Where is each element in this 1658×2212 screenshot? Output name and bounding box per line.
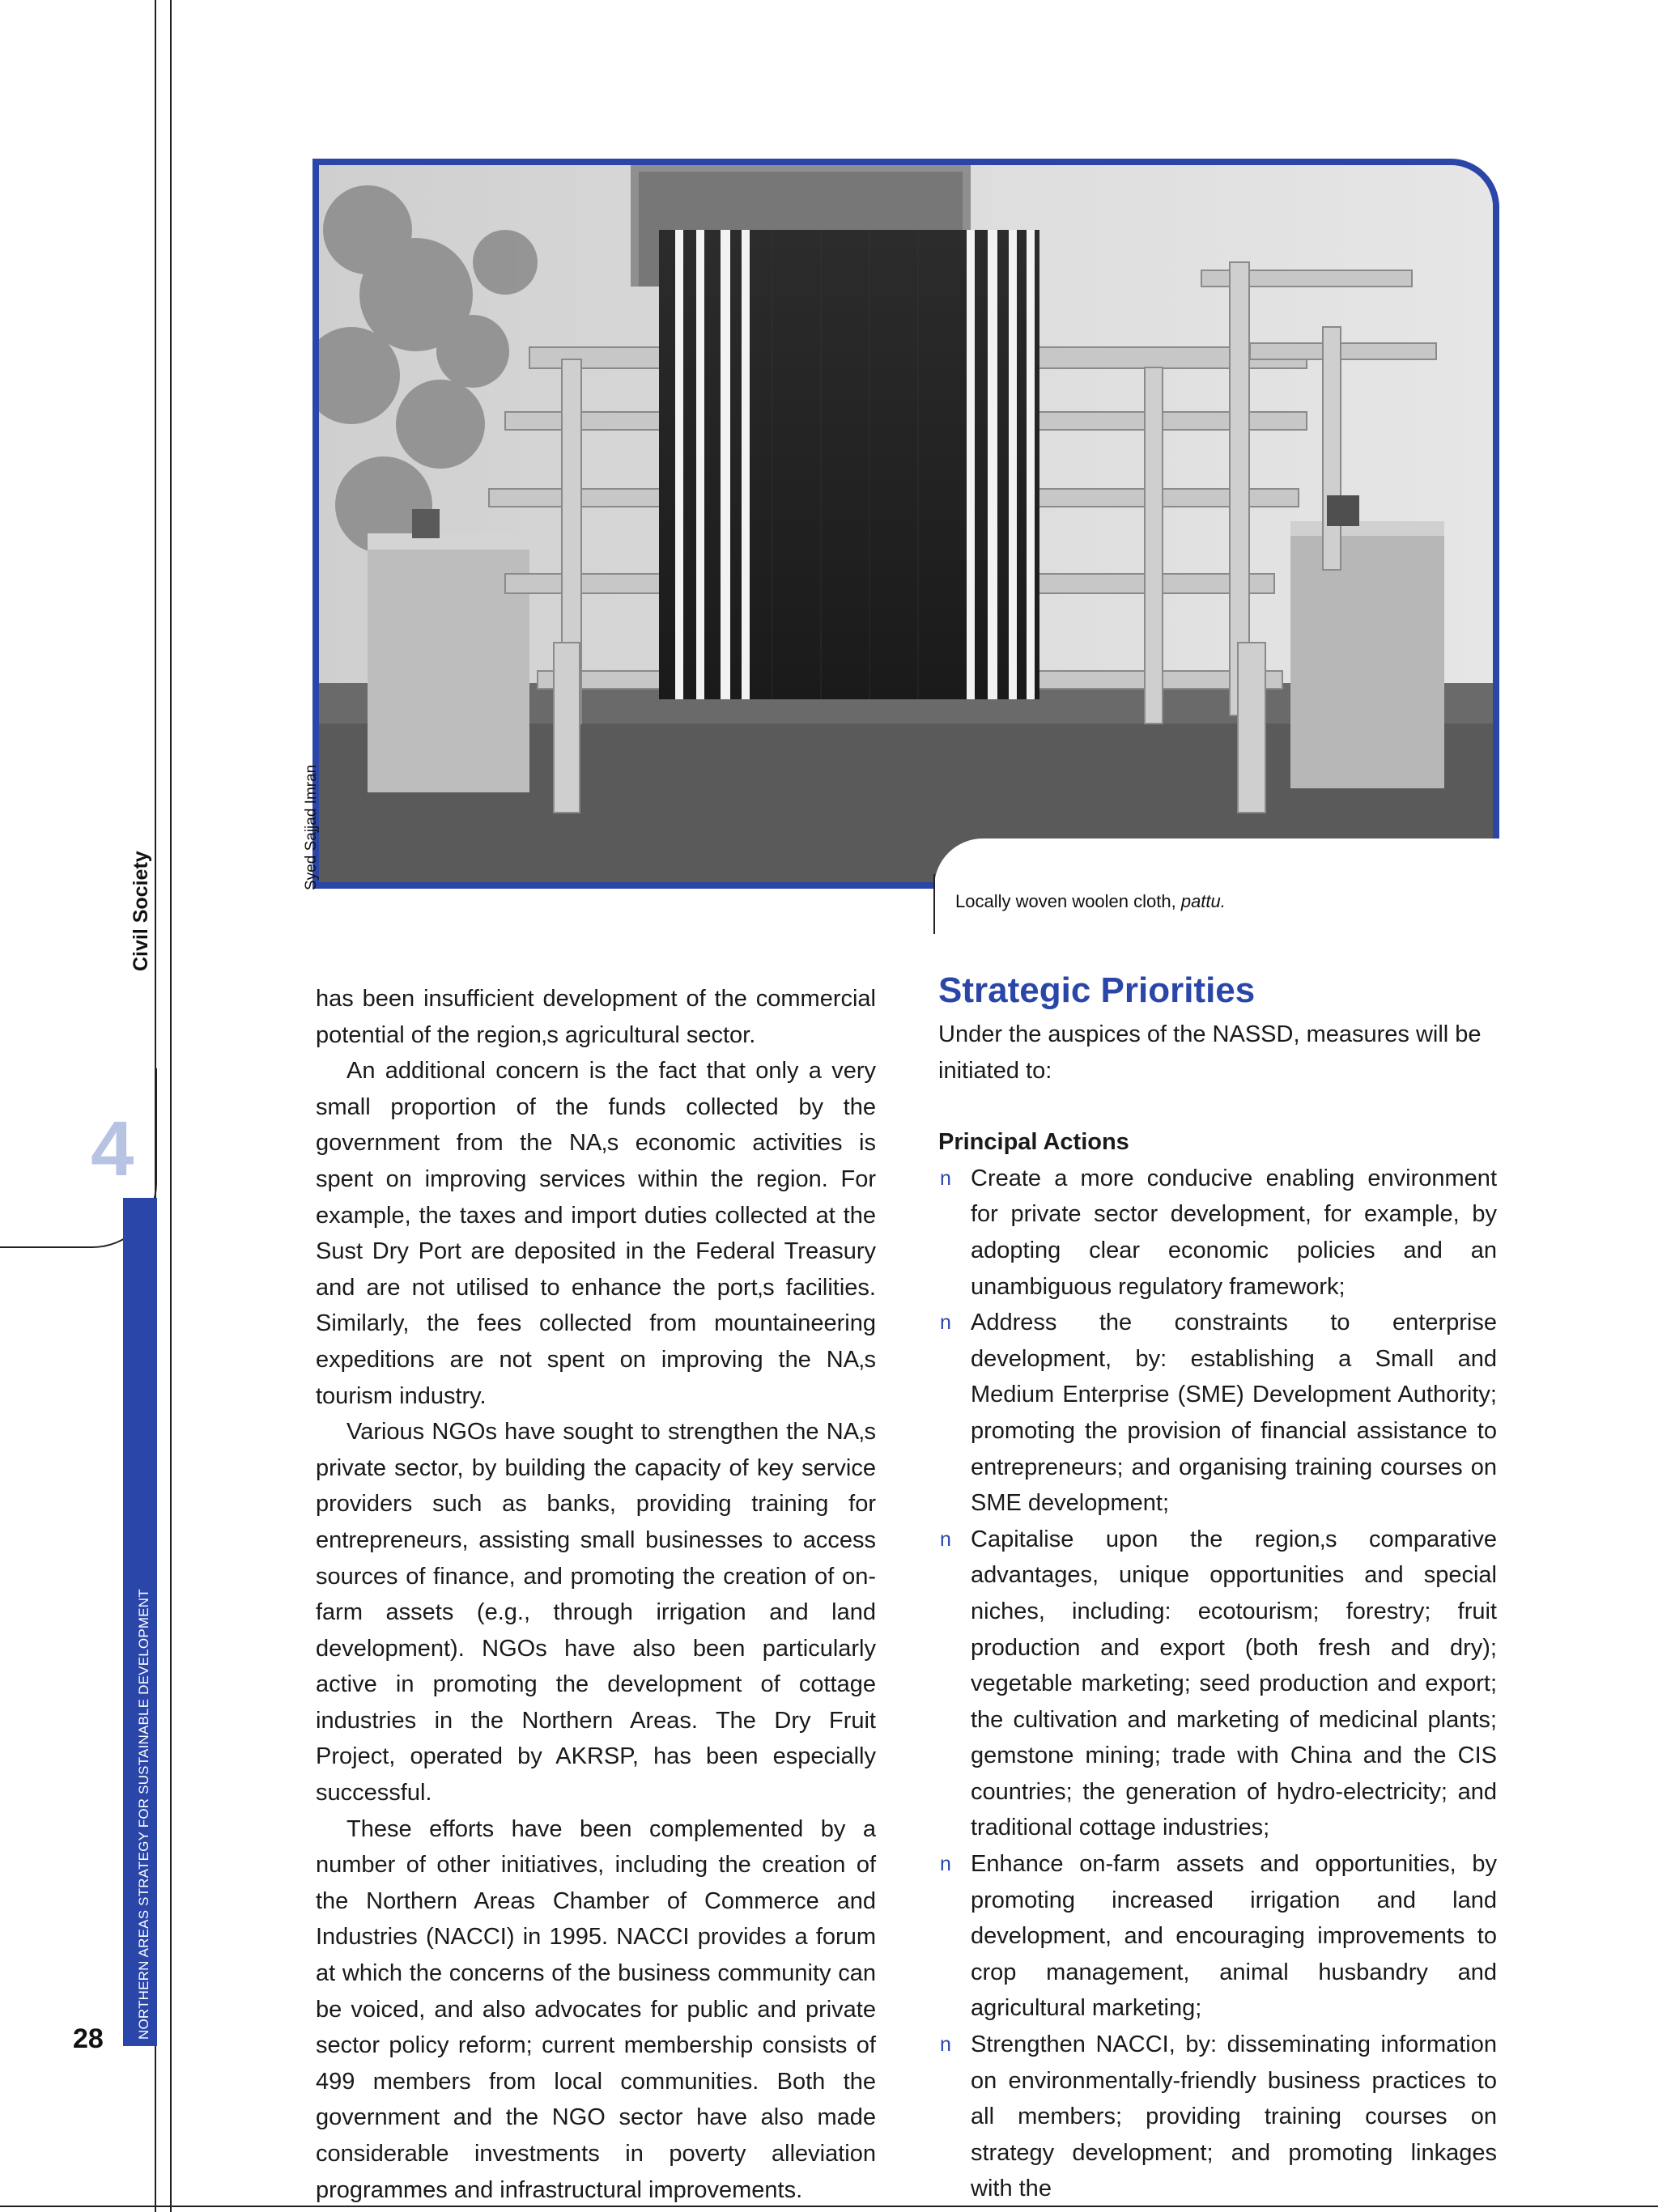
chapter-number: 4: [91, 1106, 134, 1192]
bullet-icon: n: [940, 1166, 951, 1190]
publication-title: NORTHERN AREAS STRATEGY FOR SUSTAINABLE DEVELOPMENT: [136, 1589, 151, 2040]
action-text: Address the constraints to enterprise development, by: establishing a Small and Medium Enterprise (SME) Development Authority; promoting the provision of financial assistance to entrepreneurs; and organising training courses on SME development;: [971, 1310, 1497, 1517]
list-item: [938, 2027, 1497, 2207]
photo-credit: Syed Sajjad Imran: [303, 764, 320, 890]
action-text: Strengthen NACCI, by: disseminating information on environmentally-friendly business practices to all members; providing training courses on strategy development; and promoting linkages with the: [971, 2032, 1497, 2202]
list-item: [938, 1846, 1497, 2027]
photo-frame: [312, 159, 1499, 889]
page-number: 28: [73, 2023, 104, 2054]
section-heading: Strategic Priorities: [938, 970, 1256, 1010]
paragraph: These efforts have been complemented by a number of other initiatives, including the creation of the Northern Areas Chamber of Commerce and Industries (NACCI) in 1995. NACCI provides a forum at which the concerns of the business community can be voiced, and also advocates for public and private sector policy reform; current membership consists of 499 members from local communities. Both the government and the NGO sector have also made considerable investments in poverty alleviation programmes and infrastructural improvements.: [316, 1815, 876, 2203]
margin-rule-right: [170, 0, 172, 2212]
action-list: [938, 1161, 1497, 2207]
subheading: Principal Actions: [938, 1129, 1129, 1156]
intro-paragraph: Under the auspices of the NASSD, measures will be initiated to:: [938, 1021, 1482, 1084]
bullet-icon: n: [940, 1527, 951, 1551]
chapter-label: Civil Society: [130, 851, 152, 971]
action-text: Enhance on-farm assets and opportunities, by promoting increased irrigation and land development, and encouraging improvements to crop management, animal husbandry and agricultural marketing;: [971, 1851, 1497, 2022]
caption-tab: [934, 839, 1499, 934]
list-item: [938, 1161, 1497, 1305]
paragraph: Various NGOs have sought to strengthen the NA‚s private sector, by building the capacity of key service providers such as banks, providing training for entrepreneurs, assisting small businesses to access sources of finance, and promoting the creation of on-farm assets (e.g., through irrigation and land development). NGOs have also been particularly active in promoting the development of cottage industries in the Northern Areas. The Dry Fruit Project, operated by AKRSP, has been especially successful.: [316, 1419, 876, 1807]
caption-italic: pattu.: [1180, 891, 1226, 911]
bullet-icon: n: [940, 1853, 951, 1876]
bullet-icon: n: [940, 1311, 951, 1335]
loom-photo: [319, 165, 1493, 882]
caption-text: Locally woven woolen cloth,: [955, 891, 1181, 911]
right-column: [938, 968, 1497, 2207]
list-item: [938, 1522, 1497, 1846]
caption-rule: [933, 874, 935, 934]
action-text: Capitalise upon the region‚s comparative advantages, unique opportunities and special niches, including: ecotourism; forestry; fruit production and export (both fresh and dry); vegetable marketing; seed production and export; the cultivation and marketing of medicinal plants; gemstone mining; trade with China and the CIS countries; the generation of hydro-electricity; and traditional cottage industries;: [971, 1526, 1497, 1841]
paragraph: has been insufficient development of the commercial potential of the region‚s agricultural sector.: [316, 986, 876, 1048]
photo-caption: [955, 891, 1226, 912]
list-item: [938, 1305, 1497, 1522]
left-column: [316, 981, 876, 2208]
paragraph: An additional concern is the fact that only a very small proportion of the funds collected by the government from the NA‚s economic activities is spent on improving services within the region. For example, the taxes and import duties collected at the Sust Dry Port are deposited in the Federal Treasury and are not utilised to enhance the port‚s facilities. Similarly, the fees collected from mountaineering expeditions are not spent on improving the NA‚s tourism industry.: [316, 1058, 876, 1409]
bullet-icon: n: [940, 2033, 951, 2057]
action-text: Create a more conducive enabling environment for private sector development, for example, by adopting clear economic policies and an unambiguous regulatory framework;: [971, 1165, 1497, 1300]
